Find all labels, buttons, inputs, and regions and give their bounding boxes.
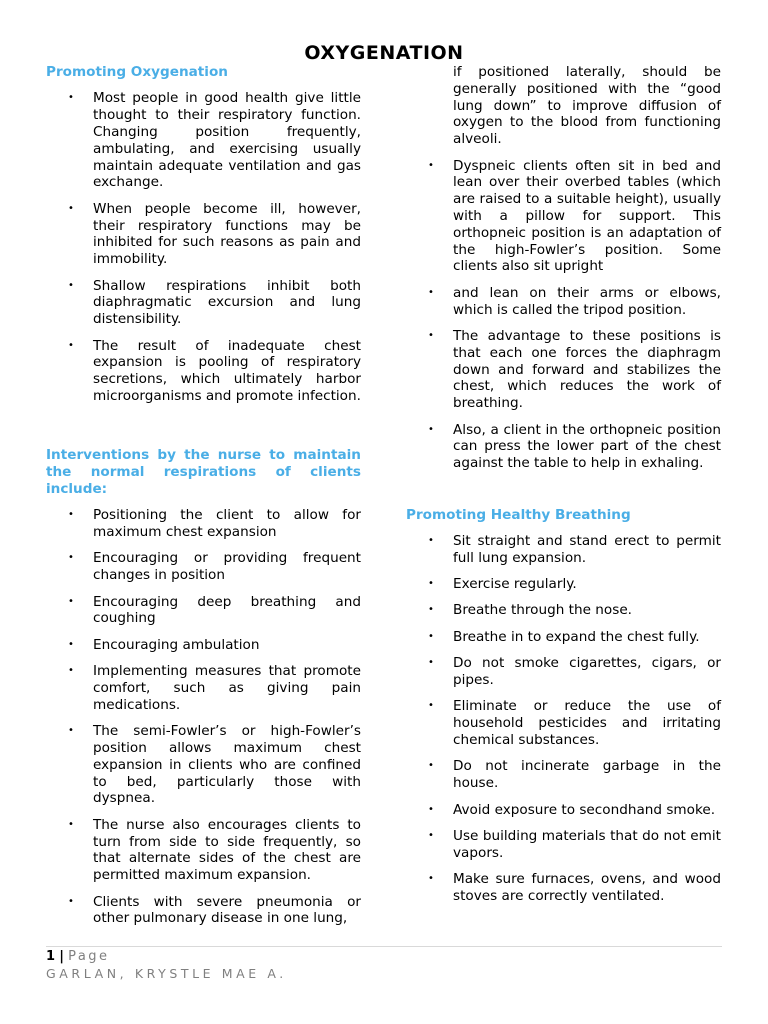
bullet-icon: • bbox=[68, 552, 74, 564]
list-item-text: The semi-Fowler’s or high-Fowler’s position allows maximum chest expansion in clients who are confined to bed, particularly those with dyspnea. bbox=[93, 723, 361, 807]
bullet-icon: • bbox=[68, 202, 74, 214]
heading-promoting-oxygenation: Promoting Oxygenation bbox=[46, 64, 228, 80]
list-item bbox=[406, 828, 721, 862]
list-item bbox=[46, 90, 361, 191]
list-item-text: and lean on their arms or elbows, which is called the tripod position. bbox=[453, 284, 721, 318]
list-item-text: Sit straight and stand erect to permit full lung expansion. bbox=[453, 532, 721, 566]
list-item bbox=[46, 550, 361, 584]
bullet-icon: • bbox=[68, 665, 74, 677]
list-item-text: Use building materials that do not emit vapors. bbox=[453, 828, 721, 861]
bullet-icon: • bbox=[68, 895, 74, 907]
list-item bbox=[406, 576, 721, 593]
list-item bbox=[46, 723, 361, 807]
list-item-text: When people become ill, however, their respiratory functions may be inhibited for such reasons as pain and immobility. bbox=[93, 200, 361, 268]
list-item-text: Breathe through the nose. bbox=[453, 602, 633, 619]
list-item-text: The result of inadequate chest expansion is pooling of respiratory secretions, which ultimately harbor microorganisms and promote infection. bbox=[93, 337, 361, 404]
bullet-icon: • bbox=[428, 329, 434, 341]
bullet-icon: • bbox=[428, 760, 434, 772]
list-item bbox=[406, 629, 721, 646]
list-item-text: Also, a client in the orthopneic position can press the lower part of the chest against the table to help in exhaling. bbox=[453, 421, 721, 472]
bullet-icon: • bbox=[428, 830, 434, 841]
bullet-icon: • bbox=[68, 509, 74, 521]
page-number-value: 1 bbox=[46, 949, 56, 964]
list-item-text: The advantage to these positions is that each one forces the diaphragm down and forward and stabilizes the chest, which reduces the work of breathing. bbox=[453, 327, 721, 412]
list-item bbox=[406, 698, 721, 748]
list-item bbox=[406, 533, 721, 567]
bullet-icon: • bbox=[68, 818, 74, 830]
list-item-text: Shallow respirations inhibit both diaphragmatic excursion and lung distensibility. bbox=[93, 277, 361, 328]
page-label: Page bbox=[68, 949, 110, 964]
continued-paragraph: if positioned laterally, should be generally positioned with the “good lung down” to improve diffusion of oxygen to the blood from functioning alveoli. bbox=[453, 64, 721, 148]
bullet-icon: • bbox=[428, 630, 434, 642]
bullet-icon: • bbox=[428, 803, 434, 815]
list-item-text: Make sure furnaces, ovens, and wood stoves are correctly ventilated. bbox=[453, 871, 721, 904]
bullet-icon: • bbox=[428, 604, 434, 616]
list-item-text: Clients with severe pneumonia or other pulmonary disease in one lung, bbox=[93, 893, 361, 927]
bullet-icon: • bbox=[428, 578, 434, 590]
list-item-text: Encouraging or providing frequent changes in position bbox=[93, 550, 361, 584]
list-item-text: The nurse also encourages clients to turn from side to side frequently, so that alternate sides of the chest are permitted maximum expansion. bbox=[93, 816, 361, 884]
bullet-icon: • bbox=[68, 279, 74, 291]
list-item bbox=[46, 278, 361, 328]
list-item-text: Eliminate or reduce the use of household pesticides and irritating chemical substances. bbox=[453, 698, 721, 749]
list-item bbox=[406, 158, 721, 276]
list-item-text: Positioning the client to allow for maximum chest expansion bbox=[93, 507, 361, 541]
list-item-text: Breathe in to expand the chest fully. bbox=[453, 628, 700, 645]
bullet-icon: • bbox=[428, 657, 434, 669]
list-item-text: Dyspneic clients often sit in bed and lean over their overbed tables (which are raised to a suitable height), usually with a pillow for support. This orthopneic position is an adaptation of the high-Fowler’s position. Some clients also sit upright bbox=[453, 157, 721, 275]
list-item bbox=[46, 817, 361, 884]
positioning-list bbox=[406, 158, 721, 472]
list-item-text: Implementing measures that promote comfort, such as giving pain medications. bbox=[93, 663, 361, 713]
page-number-separator: | bbox=[59, 949, 64, 964]
list-item bbox=[406, 422, 721, 472]
bullet-icon: • bbox=[428, 534, 434, 546]
list-item bbox=[46, 338, 361, 405]
author-name: GARLAN, KRYSTLE MAE A. bbox=[46, 966, 287, 981]
list-item bbox=[46, 594, 361, 628]
list-item bbox=[406, 871, 721, 905]
list-item bbox=[46, 507, 361, 541]
bullet-icon: • bbox=[68, 725, 74, 737]
list-item-text: Encouraging deep breathing and coughing bbox=[93, 593, 361, 627]
list-item bbox=[46, 894, 361, 928]
heading-promoting-healthy-breathing: Promoting Healthy Breathing bbox=[406, 506, 631, 523]
bullet-icon: • bbox=[68, 92, 74, 104]
bullet-icon: • bbox=[428, 423, 434, 435]
list-item-text: Encouraging ambulation bbox=[93, 636, 260, 653]
page-number bbox=[46, 949, 110, 965]
promoting-oxygenation-list bbox=[46, 90, 361, 404]
list-item bbox=[406, 758, 721, 792]
list-item bbox=[406, 328, 721, 412]
bullet-icon: • bbox=[428, 286, 434, 298]
list-item-text: Do not incinerate garbage in the house. bbox=[453, 758, 721, 792]
nurse-interventions-list bbox=[46, 507, 361, 927]
page-title: OXYGENATION bbox=[304, 42, 464, 64]
left-column bbox=[46, 64, 361, 937]
bullet-icon: • bbox=[68, 638, 74, 650]
list-item bbox=[406, 655, 721, 689]
list-item bbox=[46, 201, 361, 268]
list-item bbox=[406, 285, 721, 319]
list-item-text: Exercise regularly. bbox=[453, 576, 577, 593]
list-item-text: Do not smoke cigarettes, cigars, or pipes. bbox=[453, 655, 721, 689]
list-item bbox=[406, 802, 721, 819]
right-column bbox=[406, 64, 721, 914]
list-item-text: Avoid exposure to secondhand smoke. bbox=[453, 801, 716, 818]
list-item bbox=[46, 637, 361, 654]
list-item bbox=[46, 663, 361, 713]
heading-nurse-interventions: Interventions by the nurse to maintain the normal respirations of clients include: bbox=[46, 447, 361, 497]
bullet-icon: • bbox=[68, 595, 74, 607]
bullet-icon: • bbox=[428, 159, 434, 171]
bullet-icon: • bbox=[68, 339, 74, 351]
list-item bbox=[406, 602, 721, 619]
list-item-text: Most people in good health give little thought to their respiratory function. Changing position frequently, ambulating, and exercising usually maintain adequate ventilation and gas exchange. bbox=[93, 90, 361, 191]
footer-divider bbox=[46, 946, 722, 947]
bullet-icon: • bbox=[428, 700, 434, 712]
healthy-breathing-list bbox=[406, 533, 721, 905]
bullet-icon: • bbox=[428, 873, 434, 885]
